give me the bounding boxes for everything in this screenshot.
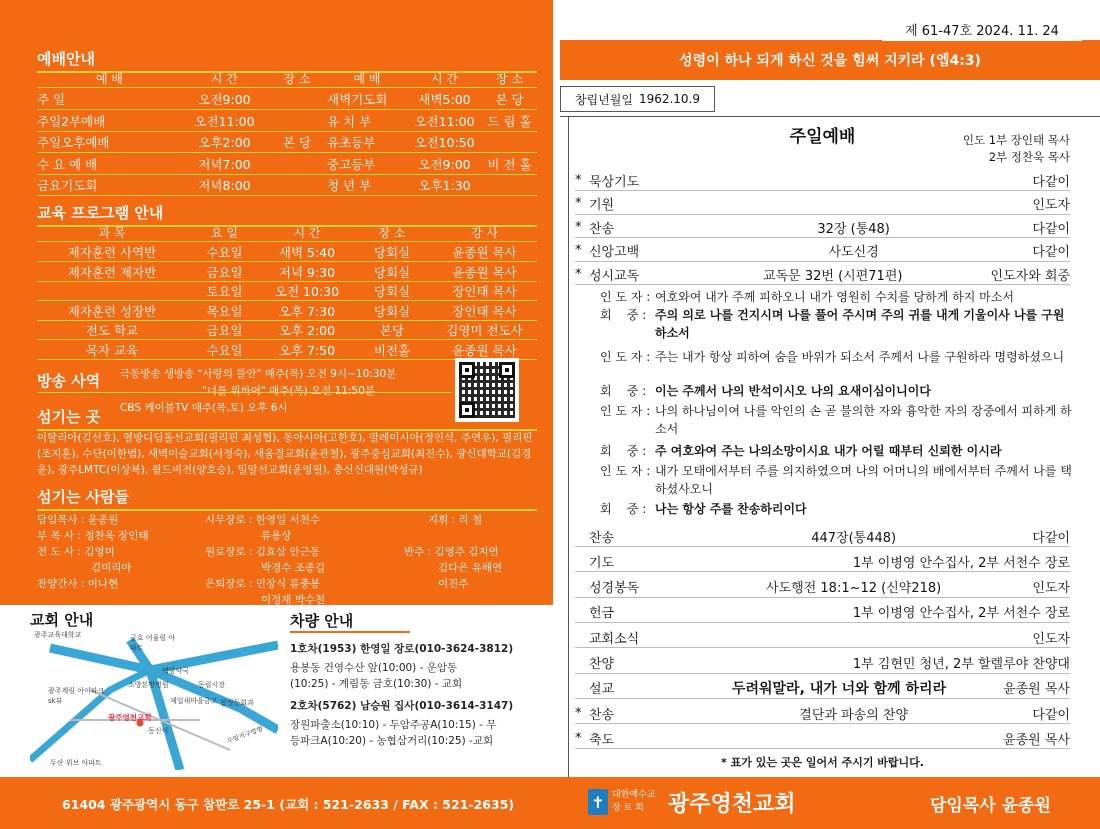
- worship-cell: 오전9:00: [418, 156, 471, 172]
- col-header: 과 목: [98, 226, 126, 240]
- map-label: 동신이: [148, 727, 169, 735]
- servant-line: 찬양간사 : 이나현: [37, 578, 119, 590]
- speaker: 회 중 :: [600, 384, 647, 398]
- responsive-line: [600, 500, 1075, 518]
- servant-line: 시무장로 : 한영일 서천수: [205, 514, 320, 526]
- education-cell: 윤종원 목사: [452, 342, 517, 358]
- map-church-label: 광주영천교회: [108, 713, 152, 722]
- education-cell: 당회실: [373, 303, 411, 319]
- worship-cell: 오후2:00: [198, 135, 251, 150]
- denomination-bottom: 장 로 회: [612, 803, 644, 813]
- education-cell: 오후 7:30: [278, 303, 336, 319]
- order-name: 찬송: [589, 530, 615, 546]
- order-item: [575, 653, 1070, 674]
- church-logo-icon: ✝: [588, 789, 608, 815]
- responsive-line: [600, 442, 1075, 460]
- order-right: 인도자: [1032, 631, 1070, 647]
- worship-cell: 비 전 홀: [487, 156, 532, 172]
- order-name: 찬송: [589, 707, 615, 723]
- speaker: 인 도 자 :: [600, 464, 651, 478]
- order-right: 1부 이병영 안수집사, 2부 서천수 장로: [852, 606, 1070, 622]
- speaker: 인 도 자 :: [600, 290, 651, 304]
- education-cell: 제자훈련 성장반: [67, 303, 157, 319]
- worship-cell: 수 요 예 배: [37, 156, 98, 172]
- worship-cell: 오후1:30: [418, 178, 471, 193]
- map-label: 두암지구방향: [225, 724, 265, 746]
- order-right: 1부 김현민 청년, 2부 할렐루야 찬양대: [852, 657, 1070, 672]
- reading-text: 여호와여 내가 주께 피하오니 내가 영원히 수치를 당하게 하지 마소서: [655, 290, 1014, 304]
- servants-col1: [37, 512, 202, 592]
- worship-cell: 오전9:00: [198, 92, 251, 107]
- order-mid: 교독문 32번 (시편71편): [763, 268, 903, 284]
- education-cell: 장인태 목사: [452, 284, 517, 299]
- order-right: 인도자: [1032, 581, 1070, 597]
- order-star: *: [575, 243, 582, 258]
- col-header: 장 소: [496, 72, 523, 86]
- col-header: 강 사: [471, 226, 498, 240]
- order-star: *: [575, 730, 582, 746]
- serve-places-title: 섬기는 곳: [37, 406, 537, 431]
- reading-text: 이는 주께서 나의 반석이시오 나의 요새이심이니이다: [655, 384, 931, 398]
- order-name: 축도: [589, 732, 615, 748]
- servant-line: 박경수 조종길: [261, 562, 326, 574]
- education-cell: 목자 교육: [85, 342, 139, 358]
- education-cell: 본당: [379, 323, 405, 338]
- col-header: 예 배: [353, 72, 381, 86]
- education-row: [37, 302, 537, 321]
- vehicle-title: 차량 안내: [290, 610, 410, 633]
- order-item: [575, 194, 1070, 215]
- worship-cell: 본 당: [495, 92, 524, 107]
- speaker: 인 도 자 :: [600, 350, 651, 364]
- education-cell: 오후 2:00: [278, 323, 336, 338]
- speaker: 인 도 자 :: [600, 404, 651, 418]
- order-star: *: [575, 219, 582, 235]
- order-right: 다같이: [1032, 221, 1070, 237]
- order-right: 다같이: [1032, 174, 1070, 190]
- worship-cell: 주일오후예배: [37, 135, 110, 150]
- order-star: *: [575, 266, 582, 282]
- order-item: [575, 241, 1070, 262]
- education-cell: 당회실: [373, 284, 411, 299]
- education-cell: 전도 학교: [85, 323, 139, 338]
- servants-title: 섬기는 사람들: [37, 486, 537, 511]
- vehicle-guide: [290, 610, 550, 749]
- education-cell: 제자훈련 제자반: [67, 264, 157, 280]
- servant-line: 전 도 사 : 김영미: [37, 546, 115, 558]
- order-name: 설교: [589, 682, 615, 698]
- order-item: [575, 551, 1070, 572]
- car2-head: 2호차(5762) 남승원 집사(010-3614-3147): [290, 700, 514, 712]
- order-item: [575, 703, 1070, 724]
- servants-col3: [404, 512, 544, 592]
- leader-line: 2부 정찬욱 목사: [988, 150, 1070, 164]
- founded-box: [560, 86, 715, 112]
- map-label: 제일새마을금고: [170, 697, 218, 705]
- col-header: 요 일: [211, 226, 238, 240]
- denomination-top: 대한예수교: [612, 790, 656, 800]
- education-cell: 당회실: [373, 245, 411, 260]
- speaker: 회 중 :: [600, 444, 647, 458]
- col-header: 장 소: [283, 72, 311, 86]
- worship-cell: 저녁8:00: [198, 178, 251, 193]
- map-label: 광주교육대학교: [34, 631, 82, 639]
- order-name: 찬송: [589, 221, 615, 237]
- reading-text: 나는 항상 주를 찬송하리이다: [655, 502, 807, 516]
- order-right: 윤종원 목사: [1003, 682, 1070, 698]
- education-cell: 새벽 5:40: [278, 245, 336, 260]
- education-row: [37, 282, 537, 301]
- servant-line: 김미리아: [91, 562, 132, 574]
- order-name: 성경봉독: [589, 581, 640, 597]
- church-name: 광주영천교회: [668, 792, 796, 817]
- order-name: 헌금: [589, 606, 615, 622]
- order-item: [575, 264, 1070, 285]
- col-header: 시 간: [211, 72, 238, 86]
- order-right: 인도자: [1032, 198, 1070, 213]
- leader-line: 인도 1부 장인태 목사: [962, 133, 1070, 147]
- car1-route: 용봉동 건영수산 앞(10:00) - 운암동(10:25) - 계림동 금호(10:30) - 교회: [290, 662, 463, 690]
- education-row: [37, 341, 537, 360]
- worship-cell: 본 당: [282, 135, 312, 150]
- responsive-line: [600, 306, 1075, 342]
- founded-label: 창립년월일: [574, 92, 633, 107]
- issue-number: 제 61-47호 2024. 11. 24: [882, 18, 1082, 41]
- order-mid: 447장(통448): [811, 530, 897, 546]
- worship-cell: 금요기도회: [37, 178, 98, 193]
- car2-route: 장원파출소(10:10) - 두암주공A(10:15) - 무등파크A(10:20) - 농협삼거리(10:25) -교회: [290, 719, 497, 747]
- order-star: *: [575, 196, 582, 211]
- order-right: 다같이: [1032, 245, 1070, 260]
- map-label: 소방본방병원: [128, 681, 169, 689]
- education-cell: 토요일: [206, 284, 243, 299]
- order-right: 다같이: [1032, 707, 1070, 723]
- education-cell: 윤종원 목사: [452, 264, 517, 280]
- speaker: 회 중 :: [600, 308, 647, 322]
- col-header: 장 소: [378, 226, 406, 240]
- servant-line: 이진주: [438, 578, 469, 590]
- education-cell: 윤종원 목사: [452, 245, 517, 260]
- order-right: 윤종원 목사: [1003, 732, 1070, 748]
- speaker: 회 중 :: [600, 502, 647, 516]
- education-title: 교육 프로그램 안내: [37, 202, 537, 227]
- servant-line: 반주 : 김영주 김지연: [404, 546, 499, 558]
- church-guide-title: 교회 안내: [30, 609, 275, 632]
- map-label: 동림시장: [198, 681, 226, 689]
- worship-cell: 오전10:50: [414, 135, 475, 150]
- education-cell: 장인태 목사: [452, 303, 517, 319]
- worship-cell: 오전11:00: [414, 113, 475, 129]
- worship-cell: 유초등부: [327, 135, 376, 150]
- col-header: 시 간: [431, 72, 458, 86]
- education-table-header: [37, 224, 537, 242]
- order-mid: 결단과 파송의 찬양: [799, 707, 909, 723]
- servant-line: 부 목 사 : 정찬욱 장인태: [37, 530, 149, 542]
- order-item: [575, 728, 1070, 749]
- order-item: [575, 678, 1070, 699]
- church-address: 61404 광주광역시 동구 참판로 25-1 (교회 : 521-2633 / FAX : 521-2635): [62, 797, 515, 812]
- motto-text: 성령이 하나 되게 하신 것을 힘써 지키라 (엡4:3): [679, 53, 981, 69]
- motto-banner: [560, 40, 1100, 80]
- servant-line: 류용상: [261, 530, 292, 542]
- worship-cell: 주 일: [37, 92, 66, 107]
- education-cell: 수요일: [206, 342, 243, 358]
- worship-cell: 새벽5:00: [418, 92, 471, 107]
- education-cell: 오전 10:30: [274, 284, 340, 299]
- responsive-line: [600, 462, 1075, 498]
- order-item: [575, 170, 1070, 191]
- education-cell: 수요일: [206, 245, 243, 260]
- map-label: 금호 어울림 아파트: [130, 634, 176, 652]
- order-mid: 32장 (통48): [817, 221, 890, 237]
- order-name: 묵상기도: [589, 174, 640, 190]
- order-star: *: [575, 705, 582, 721]
- order-star: *: [575, 172, 582, 188]
- order-item: [575, 602, 1070, 623]
- footer: [0, 777, 1100, 829]
- education-cell: 당회실: [373, 264, 411, 280]
- responsive-line: [600, 402, 1075, 438]
- worship-row: [37, 154, 537, 175]
- order-item: [575, 577, 1070, 598]
- education-cell: 오후 7:50: [278, 342, 336, 358]
- car1-head: 1호차(1953) 한영일 장로(010-3624-3812): [290, 643, 514, 655]
- order-leaders: [900, 132, 1070, 166]
- worship-info-title: 예배안내: [37, 48, 537, 73]
- col-header: 예 배: [96, 72, 123, 86]
- worship-row: [37, 132, 537, 153]
- map-label: 두산 위브 아파트: [50, 759, 102, 767]
- broadcast-title: 방송 사역: [37, 372, 101, 390]
- reading-text: 나의 하나님이여 나를 악인의 손 곧 불의한 자와 흉악한 자의 장중에서 피하게 하소서: [655, 404, 1072, 436]
- church-map[interactable]: [30, 630, 278, 770]
- reading-text: 주 여호와여 주는 나의소망이시요 내가 어릴 때부터 신뢰한 이시라: [655, 444, 1002, 458]
- worship-cell: 주일2부예배: [37, 113, 106, 129]
- education-cell: 김영미 전도사: [446, 323, 523, 338]
- order-name: 신앙고백: [589, 245, 640, 260]
- worship-cell: 유 치 부: [327, 113, 372, 129]
- worship-cell: 드 림 홀: [487, 113, 532, 129]
- servant-line: 담임목사 : 윤종원: [37, 514, 119, 526]
- reading-text: 주의 의로 나를 건지시며 나를 풀어 주시며 주의 귀를 내게 기울이사 나를 구원하소서: [655, 308, 1065, 340]
- responsive-line: [600, 348, 1075, 366]
- map-label: 합정동회과: [220, 699, 254, 707]
- worship-cell: 새벽기도회: [327, 92, 388, 107]
- servant-line: 이정재 박수천: [261, 594, 326, 606]
- order-item: [575, 627, 1070, 648]
- responsive-line: [600, 288, 1075, 306]
- servant-line: 원로장로 : 김효삼 안근동: [205, 546, 320, 558]
- col-header: 시 간: [293, 226, 321, 240]
- order-right: 1부 이병영 안수집사, 2부 서천수 장로: [852, 555, 1070, 571]
- order-name: 기도: [589, 555, 615, 571]
- worship-row: [37, 175, 537, 196]
- order-name: 기원: [589, 198, 615, 213]
- education-cell: 금요일: [206, 264, 243, 280]
- broadcast-line: "너를 위하여" 매주(목) 오전 11:50분: [202, 385, 376, 397]
- order-item: [575, 217, 1070, 238]
- servant-line: 은퇴장로 : 민장식 류충봉: [205, 578, 320, 590]
- founded-date: 1962.10.9: [638, 92, 701, 106]
- order-mid: 사도신경: [828, 245, 879, 260]
- education-cell: 제자훈련 사역반: [67, 245, 157, 260]
- reading-text: 주는 내가 항상 피하여 숨을 바위가 되소서 주께서 나를 구원하라 명령하셨으니: [655, 350, 1065, 364]
- worship-row: [37, 111, 537, 132]
- order-right: 인도자와 회중: [990, 268, 1070, 284]
- responsive-line: [600, 382, 1075, 400]
- worship-table-header: [37, 70, 537, 88]
- servant-line: 지휘 : 리 철: [428, 514, 483, 526]
- reading-text: 내가 모태에서부터 주를 의지하였으며 나의 어머니의 배에서부터 주께서 나를 택하셨사오니: [655, 464, 1072, 496]
- worship-cell: 저녁7:00: [198, 156, 251, 172]
- worship-cell: 중고등부: [327, 156, 376, 172]
- broadcast-line: 극동방송 생방송 "사랑의 뜰안" 매주(목) 오전 9시~10:30분: [120, 368, 397, 380]
- order-name: 성시교독: [589, 268, 640, 284]
- education-cell: 금요일: [206, 323, 243, 338]
- order-item: [575, 526, 1070, 547]
- servants-col2: [205, 512, 405, 608]
- education-row: [37, 321, 537, 340]
- servant-line: 김다은 유해연: [438, 562, 503, 574]
- worship-row: [37, 89, 537, 110]
- education-row: [37, 243, 537, 262]
- order-title: 주일예배: [789, 127, 856, 147]
- serve-places-text: 이탈리아(김선호), 열방디딤돌선교회(필리핀 최성협), 동아시아(고한호), 말레이시아(정인석, 주연우), 필리핀(조지훈), 수단(이한범), 새벽이슬교회(서정숙), 새움결교회(윤관철), 광주중심교회(최진수), 광신대학교(김경윤), 광주LMTC(이상복), 월드비전(양호승), 밀알선교회(윤영필), 충신신대원(박성규): [37, 432, 533, 476]
- worship-cell: 청 년 부: [327, 178, 372, 193]
- map-label: 광주계림 아이파크sk뷰: [48, 687, 105, 705]
- map-label: 백암약국: [162, 667, 190, 675]
- standing-note: * 표가 있는 곳은 일어서 주시기 바랍니다.: [721, 756, 924, 769]
- order-mid: 두려워말라, 내가 너와 함께 하리라: [731, 680, 947, 697]
- denomination: [612, 789, 655, 815]
- left-panel: [0, 0, 553, 605]
- senior-pastor: 담임목사 윤종원: [930, 796, 1051, 816]
- education-cell: 비전홀: [373, 342, 411, 358]
- worship-cell: 오전11:00: [194, 113, 255, 129]
- education-cell: 저녁 9:30: [278, 264, 336, 280]
- education-cell: 목요일: [206, 303, 243, 319]
- broadcast-line: CBS 케이블TV 매주(목,토) 오후 6시: [120, 402, 288, 414]
- order-name: 교회소식: [589, 631, 640, 647]
- order-right: 다같이: [1032, 530, 1070, 546]
- order-name: 찬양: [589, 657, 615, 672]
- order-mid: 사도행전 18:1~12 (신약218): [766, 581, 942, 597]
- education-row: [37, 263, 537, 282]
